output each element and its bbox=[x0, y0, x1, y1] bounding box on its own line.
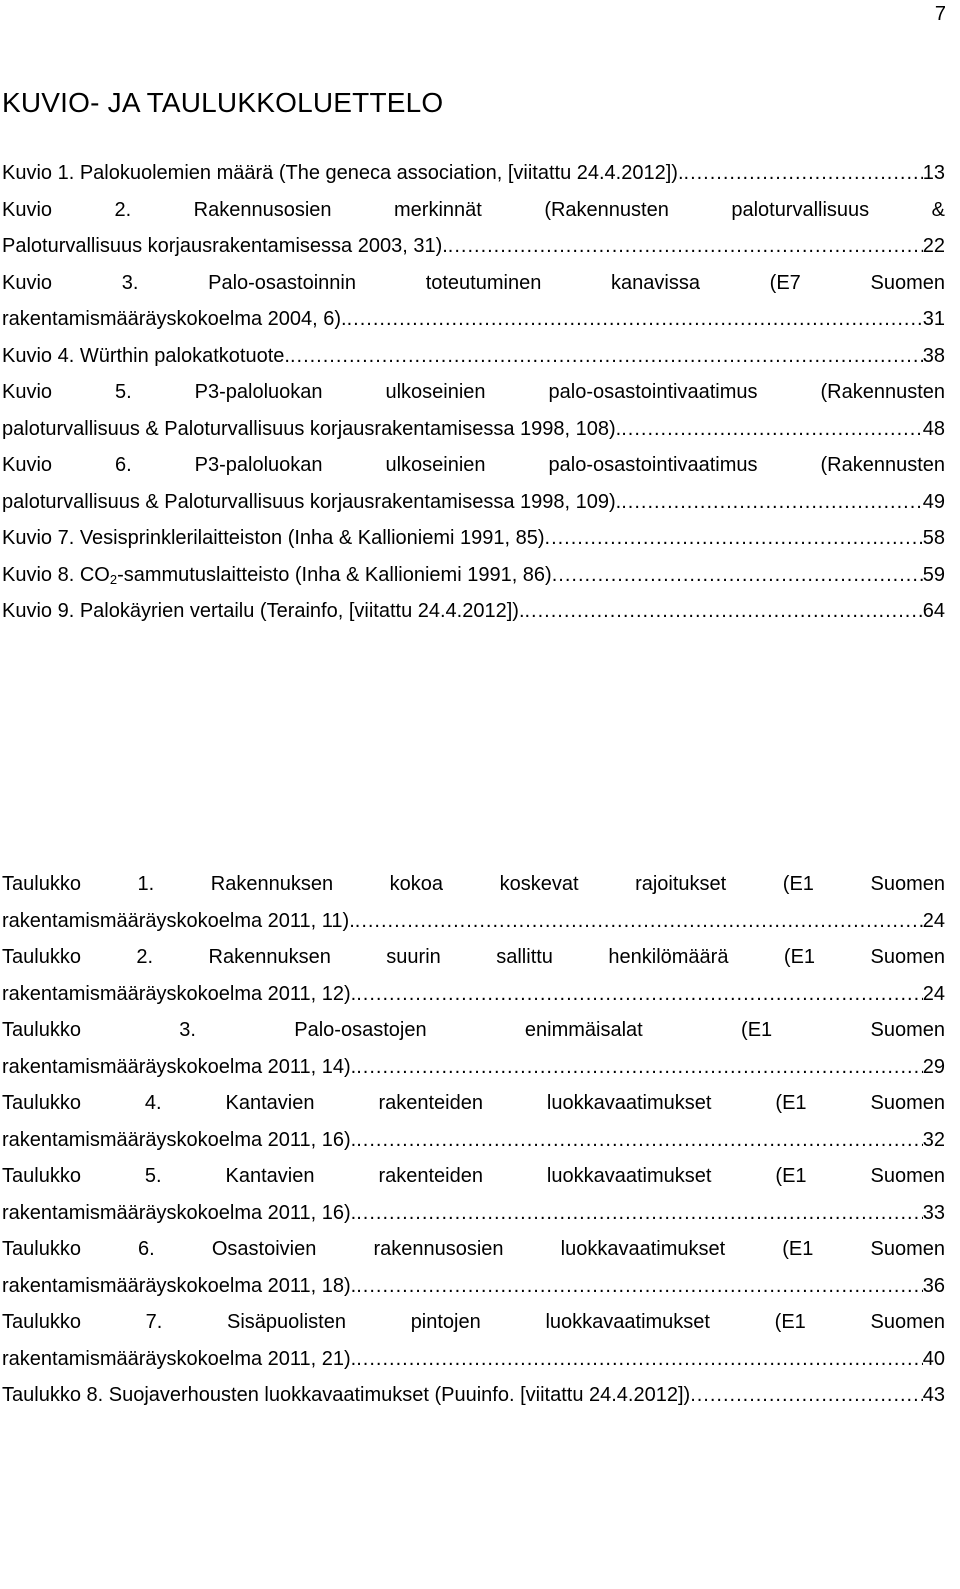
table-entry-3[interactable] bbox=[2, 1012, 945, 1085]
dot-leader bbox=[290, 338, 923, 375]
figure-entry-9[interactable] bbox=[2, 593, 945, 630]
entry-text: rakentamismääräyskokoelma 2011, 18). bbox=[2, 1274, 357, 1297]
dot-leader bbox=[690, 1377, 923, 1414]
entry-text: Taulukko 8. Suojaverhousten luokkavaatimukset (Puuinfo. [viitattu 24.4.2012]) bbox=[2, 1384, 691, 1406]
entry-text-line1: Taulukko 2. Rakennuksen suurin sallittu henkilömäärä (E1 Suomen bbox=[2, 946, 945, 968]
table-entry-2[interactable] bbox=[2, 939, 945, 1012]
figure-entry-6[interactable] bbox=[2, 447, 945, 520]
figure-entry-8[interactable] bbox=[2, 557, 945, 594]
entry-text: Kuvio 1. Palokuolemien määrä (The geneca association, [viitattu 24.4.2012]). bbox=[2, 162, 684, 184]
figure-entry-3[interactable] bbox=[2, 265, 945, 338]
entry-text-line1: Taulukko 4. Kantavien rakenteiden luokkavaatimukset (E1 Suomen bbox=[2, 1092, 945, 1114]
table-entry-6[interactable] bbox=[2, 1231, 945, 1304]
entry-text-line1: Taulukko 6. Osastoivien rakennusosien luokkavaatimukset (E1 Suomen bbox=[2, 1238, 945, 1260]
entry-text: Kuvio 4. Würthin palokatkotuote. bbox=[2, 344, 290, 367]
entry-text-line1: Kuvio 2. Rakennusosien merkinnät (Rakennusten paloturvallisuus & bbox=[2, 198, 945, 221]
page-ref: 36 bbox=[922, 1274, 945, 1297]
dot-leader bbox=[355, 903, 923, 940]
dot-leader bbox=[356, 1122, 923, 1159]
dot-leader bbox=[525, 593, 923, 630]
page-ref: 24 bbox=[922, 909, 945, 932]
figure-entry-2[interactable] bbox=[2, 192, 945, 265]
dot-leader bbox=[356, 1341, 923, 1378]
page-ref: 59 bbox=[922, 563, 945, 586]
figure-entry-7[interactable] bbox=[2, 520, 945, 557]
dot-leader bbox=[356, 976, 923, 1013]
page-ref: 22 bbox=[922, 235, 945, 257]
table-entry-4[interactable] bbox=[2, 1085, 945, 1158]
page-ref: 31 bbox=[922, 308, 945, 330]
page-number: 7 bbox=[934, 3, 946, 25]
page-ref: 40 bbox=[922, 1347, 945, 1370]
subscript: 2 bbox=[109, 571, 118, 587]
entry-text: Kuvio 8. $CO_2$-sammutuslaitteisto (Inha & Kallioniemi 1991, 86) bbox=[2, 563, 552, 587]
page-ref: 24 bbox=[922, 982, 945, 1005]
entry-text: rakentamismääräyskokoelma 2011, 14). bbox=[2, 1055, 357, 1078]
page-ref: 29 bbox=[922, 1055, 945, 1078]
figure-entry-5[interactable] bbox=[2, 374, 945, 447]
page-ref: 43 bbox=[922, 1384, 945, 1406]
entry-text: Kuvio 9. Palokäyrien vertailu (Terainfo, [viitattu 24.4.2012]). bbox=[2, 600, 525, 622]
table-entry-8[interactable] bbox=[2, 1377, 945, 1414]
entry-text: rakentamismääräyskokoelma 2011, 16). bbox=[2, 1201, 357, 1224]
entry-text: paloturvallisuus & Paloturvallisuus korjausrakentamisessa 1998, 108). bbox=[2, 417, 622, 440]
dot-leader bbox=[621, 411, 923, 448]
figure-list bbox=[2, 155, 945, 630]
page-ref: 48 bbox=[922, 417, 945, 440]
entry-text: rakentamismääräyskokoelma 2004, 6). bbox=[2, 308, 347, 330]
dot-leader bbox=[356, 1049, 923, 1086]
page-ref: 64 bbox=[922, 600, 945, 622]
dot-leader bbox=[552, 557, 923, 594]
table-entry-7[interactable] bbox=[2, 1304, 945, 1377]
dot-leader bbox=[621, 484, 923, 521]
table-entry-1[interactable] bbox=[2, 866, 945, 939]
entry-text: paloturvallisuus & Paloturvallisuus korjausrakentamisessa 1998, 109). bbox=[2, 490, 622, 513]
entry-text: Kuvio 7. Vesisprinklerilaitteiston (Inha & Kallioniemi 1991, 85) bbox=[2, 527, 545, 549]
page-ref: 38 bbox=[922, 344, 945, 367]
table-entry-5[interactable] bbox=[2, 1158, 945, 1231]
entry-text-line1: Taulukko 3. Palo-osastojen enimmäisalat (E1 Suomen bbox=[2, 1019, 945, 1041]
entry-text: rakentamismääräyskokoelma 2011, 21). bbox=[2, 1347, 357, 1370]
dot-leader bbox=[545, 520, 923, 557]
entry-text-line1: Taulukko 7. Sisäpuolisten pintojen luokkavaatimukset (E1 Suomen bbox=[2, 1311, 945, 1333]
dot-leader bbox=[356, 1268, 923, 1305]
entry-text: rakentamismääräyskokoelma 2011, 16). bbox=[2, 1128, 357, 1151]
dot-leader bbox=[448, 228, 923, 265]
entry-text: rakentamismääräyskokoelma 2011, 11). bbox=[2, 909, 355, 932]
figure-entry-4[interactable] bbox=[2, 338, 945, 375]
page-ref: 33 bbox=[922, 1201, 945, 1224]
entry-text: Paloturvallisuus korjausrakentamisessa 2003, 31). bbox=[2, 235, 448, 257]
entry-text-line1: Kuvio 6. P3-paloluokan ulkoseinien palo-osastointivaatimus (Rakennusten bbox=[2, 454, 945, 476]
table-list bbox=[2, 866, 945, 1414]
page-ref: 58 bbox=[922, 527, 945, 549]
page-ref: 32 bbox=[922, 1128, 945, 1151]
entry-text-line1: Kuvio 3. Palo-osastoinnin toteutuminen kanavissa (E7 Suomen bbox=[2, 271, 945, 294]
page-ref: 13 bbox=[922, 162, 945, 184]
entry-text-line1: Taulukko 5. Kantavien rakenteiden luokkavaatimukset (E1 Suomen bbox=[2, 1165, 945, 1187]
figure-entry-1[interactable] bbox=[2, 155, 945, 192]
dot-leader bbox=[684, 155, 923, 192]
entry-text: rakentamismääräyskokoelma 2011, 12). bbox=[2, 982, 357, 1005]
page-ref: 49 bbox=[922, 490, 945, 513]
dot-leader bbox=[347, 301, 923, 338]
entry-text-line1: Kuvio 5. P3-paloluokan ulkoseinien palo-osastointivaatimus (Rakennusten bbox=[2, 381, 945, 403]
page-title: KUVIO- JA TAULUKKOLUETTELO bbox=[2, 87, 444, 118]
entry-text-line1: Taulukko 1. Rakennuksen kokoa koskevat rajoitukset (E1 Suomen bbox=[2, 873, 945, 895]
dot-leader bbox=[356, 1195, 923, 1232]
